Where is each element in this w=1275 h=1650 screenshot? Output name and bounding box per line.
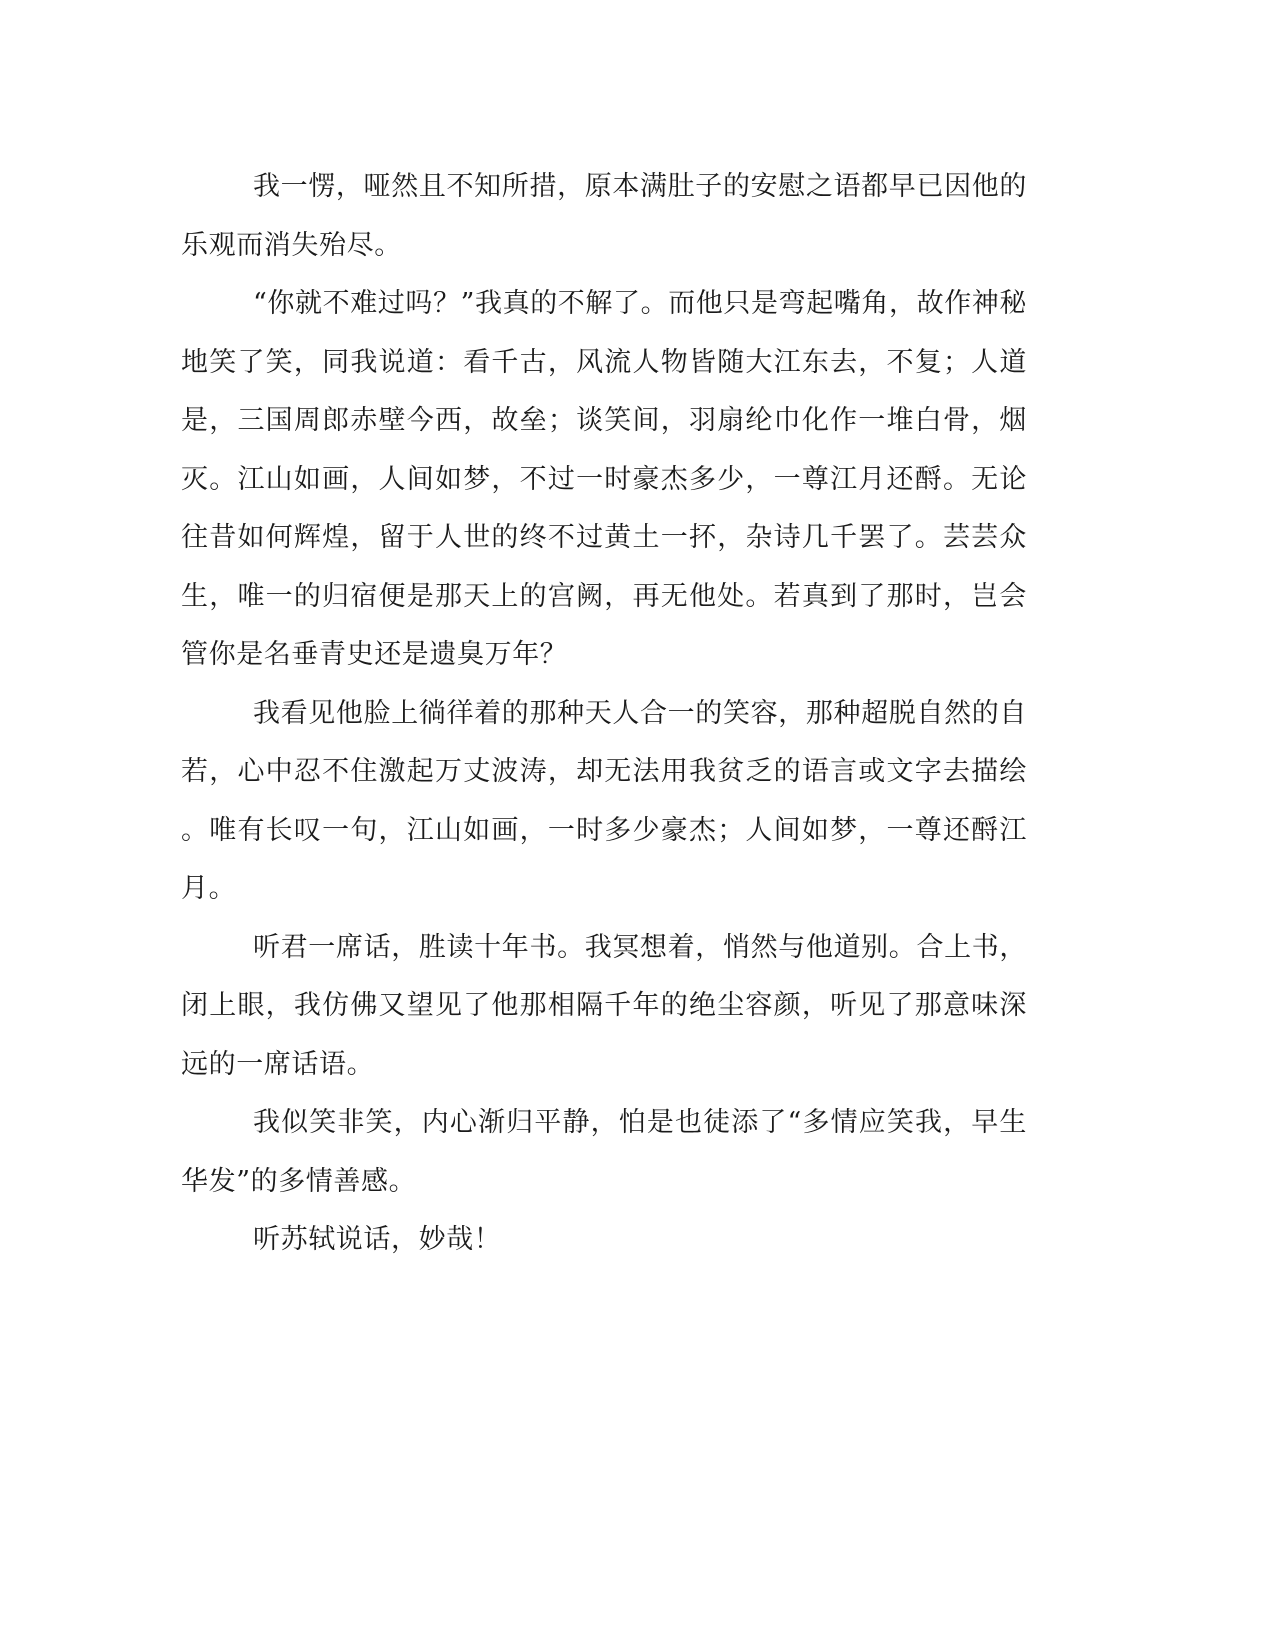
paragraph <box>181 919 1027 1095</box>
text-line: 听苏轼说话，妙哉！ <box>253 1224 502 1255</box>
text-line: 若，心中忍不住激起万丈波涛，却无法用我贫乏的语言或文字去描绘 <box>181 756 1027 787</box>
text-line: 是，三国周郎赤壁今西，故垒；谈笑间，羽扇纶巾化作一堆白骨，烟 <box>181 405 1027 436</box>
text-line: 灭。江山如画，人间如梦，不过一时豪杰多少，一尊江月还酹。无论 <box>181 463 1027 495</box>
paragraph <box>181 685 1027 919</box>
text-line: 华发”的多情善感。 <box>181 1165 417 1197</box>
paragraph <box>181 1094 1027 1211</box>
text-line: 地笑了笑，同我说道：看千古，风流人物皆随大江东去，不复；人道 <box>181 346 1027 378</box>
text-line: 我似笑非笑，内心渐归平静，怕是也徒添了“多情应笑我，早生 <box>253 1107 1027 1138</box>
text-line: 月。 <box>181 873 237 904</box>
text-line: 我看见他脸上徜徉着的那种天人合一的笑容，那种超脱自然的自 <box>253 697 1027 729</box>
text-line: 生，唯一的归宿便是那天上的宫阙，再无他处。若真到了那时，岂会 <box>181 580 1027 612</box>
text-line: 听君一席话，胜读十年书。我冥想着，悄然与他道别。合上书， <box>253 931 1027 963</box>
text-line: 往昔如何辉煌，留于人世的终不过黄土一抔，杂诗几千罢了。芸芸众 <box>181 522 1027 553</box>
text-line: 。唯有长叹一句，江山如画，一时多少豪杰；人间如梦，一尊还酹江 <box>181 814 1027 846</box>
paragraph <box>181 1211 1027 1270</box>
paragraph <box>181 158 1027 275</box>
text-line: 管你是名垂青史还是遗臭万年？ <box>181 639 568 670</box>
paragraph <box>181 275 1027 685</box>
text-line: 远的一席话语。 <box>181 1048 375 1080</box>
document-body <box>181 158 1027 1270</box>
text-line: 闭上眼，我仿佛又望见了他那相隔千年的绝尘容颜，听见了那意味深 <box>181 990 1027 1021</box>
text-line: 我一愣，哑然且不知所措，原本满肚子的安慰之语都早已因他的 <box>253 171 1027 202</box>
text-line: “你就不难过吗？”我真的不解了。而他只是弯起嘴角，故作神秘 <box>253 288 1028 319</box>
text-line: 乐观而消失殆尽。 <box>181 229 402 261</box>
